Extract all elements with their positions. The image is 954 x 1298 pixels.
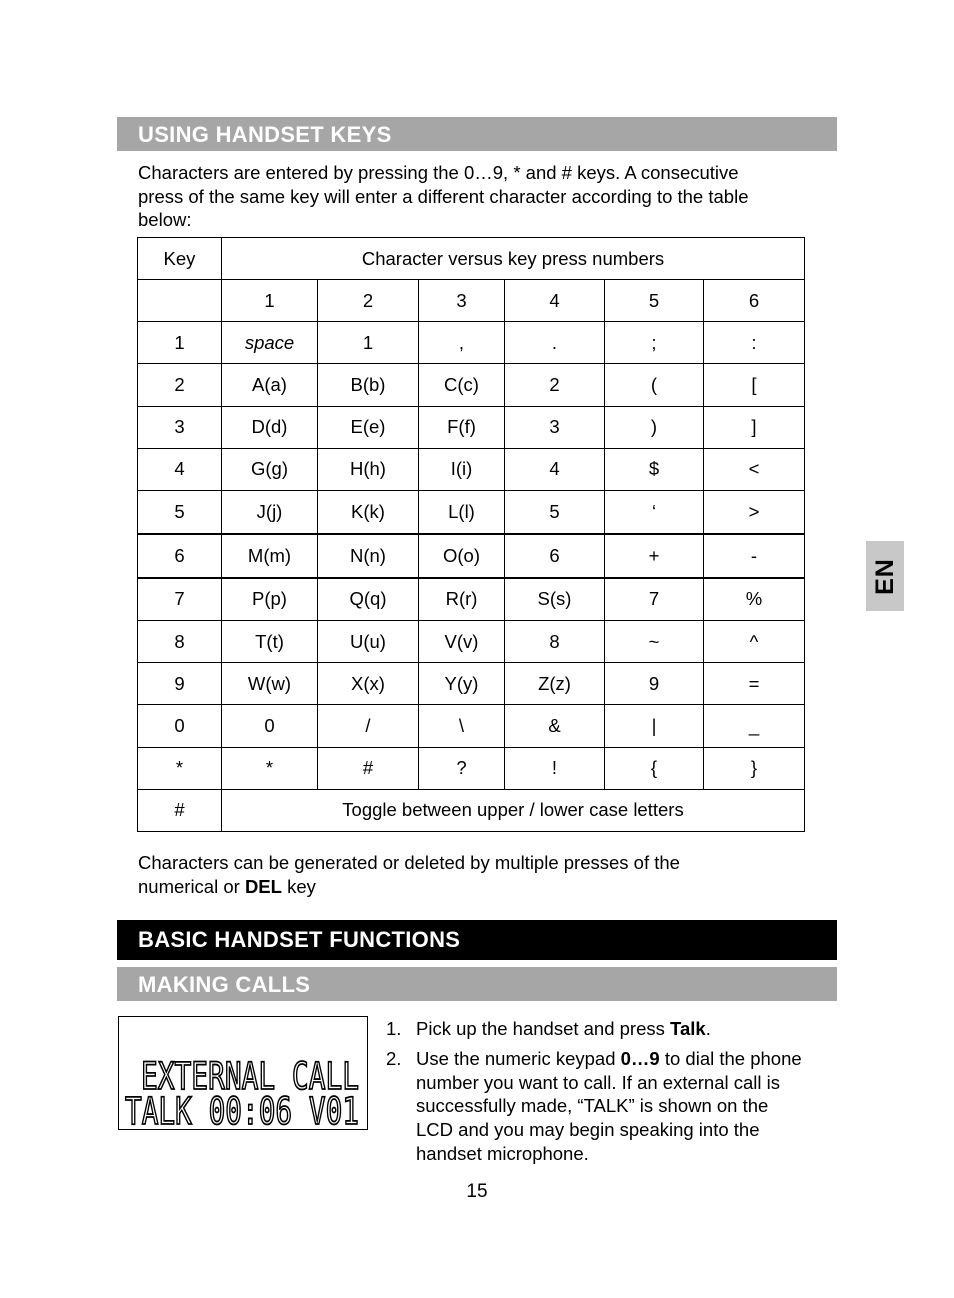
char-cell: 6 (505, 534, 605, 578)
key-cell: 3 (138, 406, 222, 448)
press-number: 3 (419, 280, 505, 322)
char-cell: , (419, 322, 505, 364)
list-item (386, 1047, 806, 1166)
char-cell: M(m) (222, 534, 318, 578)
table-row (138, 705, 805, 747)
char-cell: | (605, 705, 704, 747)
table-header-row (138, 238, 805, 280)
page-number: 15 (466, 1181, 488, 1202)
char-cell: S(s) (505, 578, 605, 621)
char-cell: R(r) (419, 578, 505, 621)
language-tab (866, 541, 904, 611)
key-cell: 2 (138, 364, 222, 406)
key-cell: * (138, 747, 222, 789)
char-cell: G(g) (222, 448, 318, 490)
char-cell: J(j) (222, 490, 318, 533)
char-cell: 4 (505, 448, 605, 490)
char-cell: P(p) (222, 578, 318, 621)
step-text-part: to dial the phone number you want to call. If an external call is successfully made, “TALK” is shown on the LCD and you may begin speaking into the handset microphone. (416, 1047, 802, 1164)
note-line: Characters can be generated or deleted by multiple presses of the (138, 852, 680, 873)
char-cell: W(w) (222, 663, 318, 705)
char-cell: } (704, 747, 805, 789)
char-cell: ^ (704, 621, 805, 663)
char-cell: A(a) (222, 364, 318, 406)
char-cell: 5 (505, 490, 605, 533)
char-cell: * (222, 747, 318, 789)
char-cell: ‘ (605, 490, 704, 533)
key-cell: 4 (138, 448, 222, 490)
char-cell: T(t) (222, 621, 318, 663)
note-paragraph (138, 851, 680, 898)
step-text-part: . (705, 1018, 711, 1039)
char-cell: ? (419, 747, 505, 789)
char-cell: E(e) (318, 406, 419, 448)
table-row (138, 534, 805, 578)
char-header: Character versus key press numbers (222, 238, 805, 280)
char-cell: ) (605, 406, 704, 448)
lcd-display (118, 1016, 368, 1130)
char-cell: Q(q) (318, 578, 419, 621)
char-cell: O(o) (419, 534, 505, 578)
table-cell-empty (138, 280, 222, 322)
char-cell: 9 (605, 663, 704, 705)
list-item (386, 1017, 806, 1041)
char-cell: H(h) (318, 448, 419, 490)
step-text-part: Use the numeric keypad (416, 1047, 621, 1069)
key-cell: 0 (138, 705, 222, 747)
press-number-row (138, 280, 805, 322)
char-cell: C(c) (419, 364, 505, 406)
key-cell: 8 (138, 621, 222, 663)
char-cell: [ (704, 364, 805, 406)
char-cell: { (605, 747, 704, 789)
char-cell: space (222, 322, 318, 364)
char-cell: > (704, 490, 805, 533)
lcd-line-2: TALK 00:06 V01 (125, 1090, 359, 1128)
char-cell: F(f) (419, 406, 505, 448)
del-key-label: DEL (244, 875, 282, 897)
lcd-line-1: EXTERNAL CALL (141, 1055, 359, 1098)
char-cell: / (318, 705, 419, 747)
press-number: 4 (505, 280, 605, 322)
press-number: 1 (222, 280, 318, 322)
char-cell: # (318, 747, 419, 789)
char-cell: . (505, 322, 605, 364)
step-bold: Talk (670, 1018, 706, 1039)
char-cell: _ (704, 705, 805, 747)
char-cell: < (704, 448, 805, 490)
press-number: 5 (605, 280, 704, 322)
intro-line: press of the same key will enter a different character according to the table (138, 185, 749, 207)
section-title: USING HANDSET KEYS (138, 122, 392, 147)
section-header-making-calls (117, 967, 837, 1001)
char-cell: 2 (505, 364, 605, 406)
char-cell: ! (505, 747, 605, 789)
char-cell: U(u) (318, 621, 419, 663)
char-cell: Y(y) (419, 663, 505, 705)
char-cell: 3 (505, 406, 605, 448)
step-text-part: Pick up the handset and press (416, 1018, 671, 1039)
step-text (416, 1047, 806, 1166)
key-cell: 7 (138, 578, 222, 621)
char-cell: I(i) (419, 448, 505, 490)
table-row (138, 448, 805, 490)
char-cell: B(b) (318, 364, 419, 406)
intro-line: below: (138, 209, 192, 230)
section-title: MAKING CALLS (138, 972, 311, 997)
key-cell: 6 (138, 534, 222, 578)
char-cell: L(l) (419, 490, 505, 533)
char-cell: % (704, 578, 805, 621)
table-row (138, 322, 805, 364)
press-number: 6 (704, 280, 805, 322)
table-row (138, 406, 805, 448)
key-cell: 5 (138, 490, 222, 533)
section-header-using-handset-keys (117, 117, 837, 151)
step-number: 2. (386, 1047, 402, 1069)
press-number: 2 (318, 280, 419, 322)
char-cell: 8 (505, 621, 605, 663)
key-character-table (137, 237, 805, 832)
table-row (138, 490, 805, 533)
step-bold: 0…9 (620, 1047, 660, 1069)
char-cell: X(x) (318, 663, 419, 705)
char-cell: \ (419, 705, 505, 747)
table-row (138, 364, 805, 406)
char-cell: 0 (222, 705, 318, 747)
key-cell: 9 (138, 663, 222, 705)
char-cell: & (505, 705, 605, 747)
note-text: numerical or (138, 875, 245, 897)
char-cell: : (704, 322, 805, 364)
key-cell: 1 (138, 322, 222, 364)
intro-paragraph (138, 161, 748, 232)
language-tab-label: EN (870, 557, 899, 595)
char-cell: $ (605, 448, 704, 490)
note-text: key (281, 875, 316, 897)
char-cell: K(k) (318, 490, 419, 533)
char-cell: D(d) (222, 406, 318, 448)
making-calls-steps (386, 1017, 806, 1172)
char-cell: = (704, 663, 805, 705)
char-cell: V(v) (419, 621, 505, 663)
table-row-toggle (138, 789, 805, 831)
char-cell: ( (605, 364, 704, 406)
key-header: Key (138, 238, 222, 280)
table-row (138, 747, 805, 789)
section-header-basic-handset-functions (117, 920, 837, 960)
table-row (138, 621, 805, 663)
char-cell: N(n) (318, 534, 419, 578)
key-cell: # (138, 789, 222, 831)
lcd-screen (119, 1017, 366, 1128)
char-cell: ] (704, 406, 805, 448)
intro-line: Characters are entered by pressing the 0…9, * and # keys. A consecutive (138, 162, 739, 183)
char-cell: - (704, 534, 805, 578)
char-cell: ~ (605, 621, 704, 663)
step-text (416, 1017, 806, 1041)
char-cell: Z(z) (505, 663, 605, 705)
toggle-description: Toggle between upper / lower case letters (222, 789, 805, 831)
char-cell: + (605, 534, 704, 578)
step-number: 1. (386, 1018, 402, 1039)
table-row (138, 663, 805, 705)
note-line (138, 875, 680, 899)
char-cell: ; (605, 322, 704, 364)
table-row (138, 578, 805, 621)
char-cell: 1 (318, 322, 419, 364)
section-title: BASIC HANDSET FUNCTIONS (138, 927, 461, 952)
char-cell: 7 (605, 578, 704, 621)
